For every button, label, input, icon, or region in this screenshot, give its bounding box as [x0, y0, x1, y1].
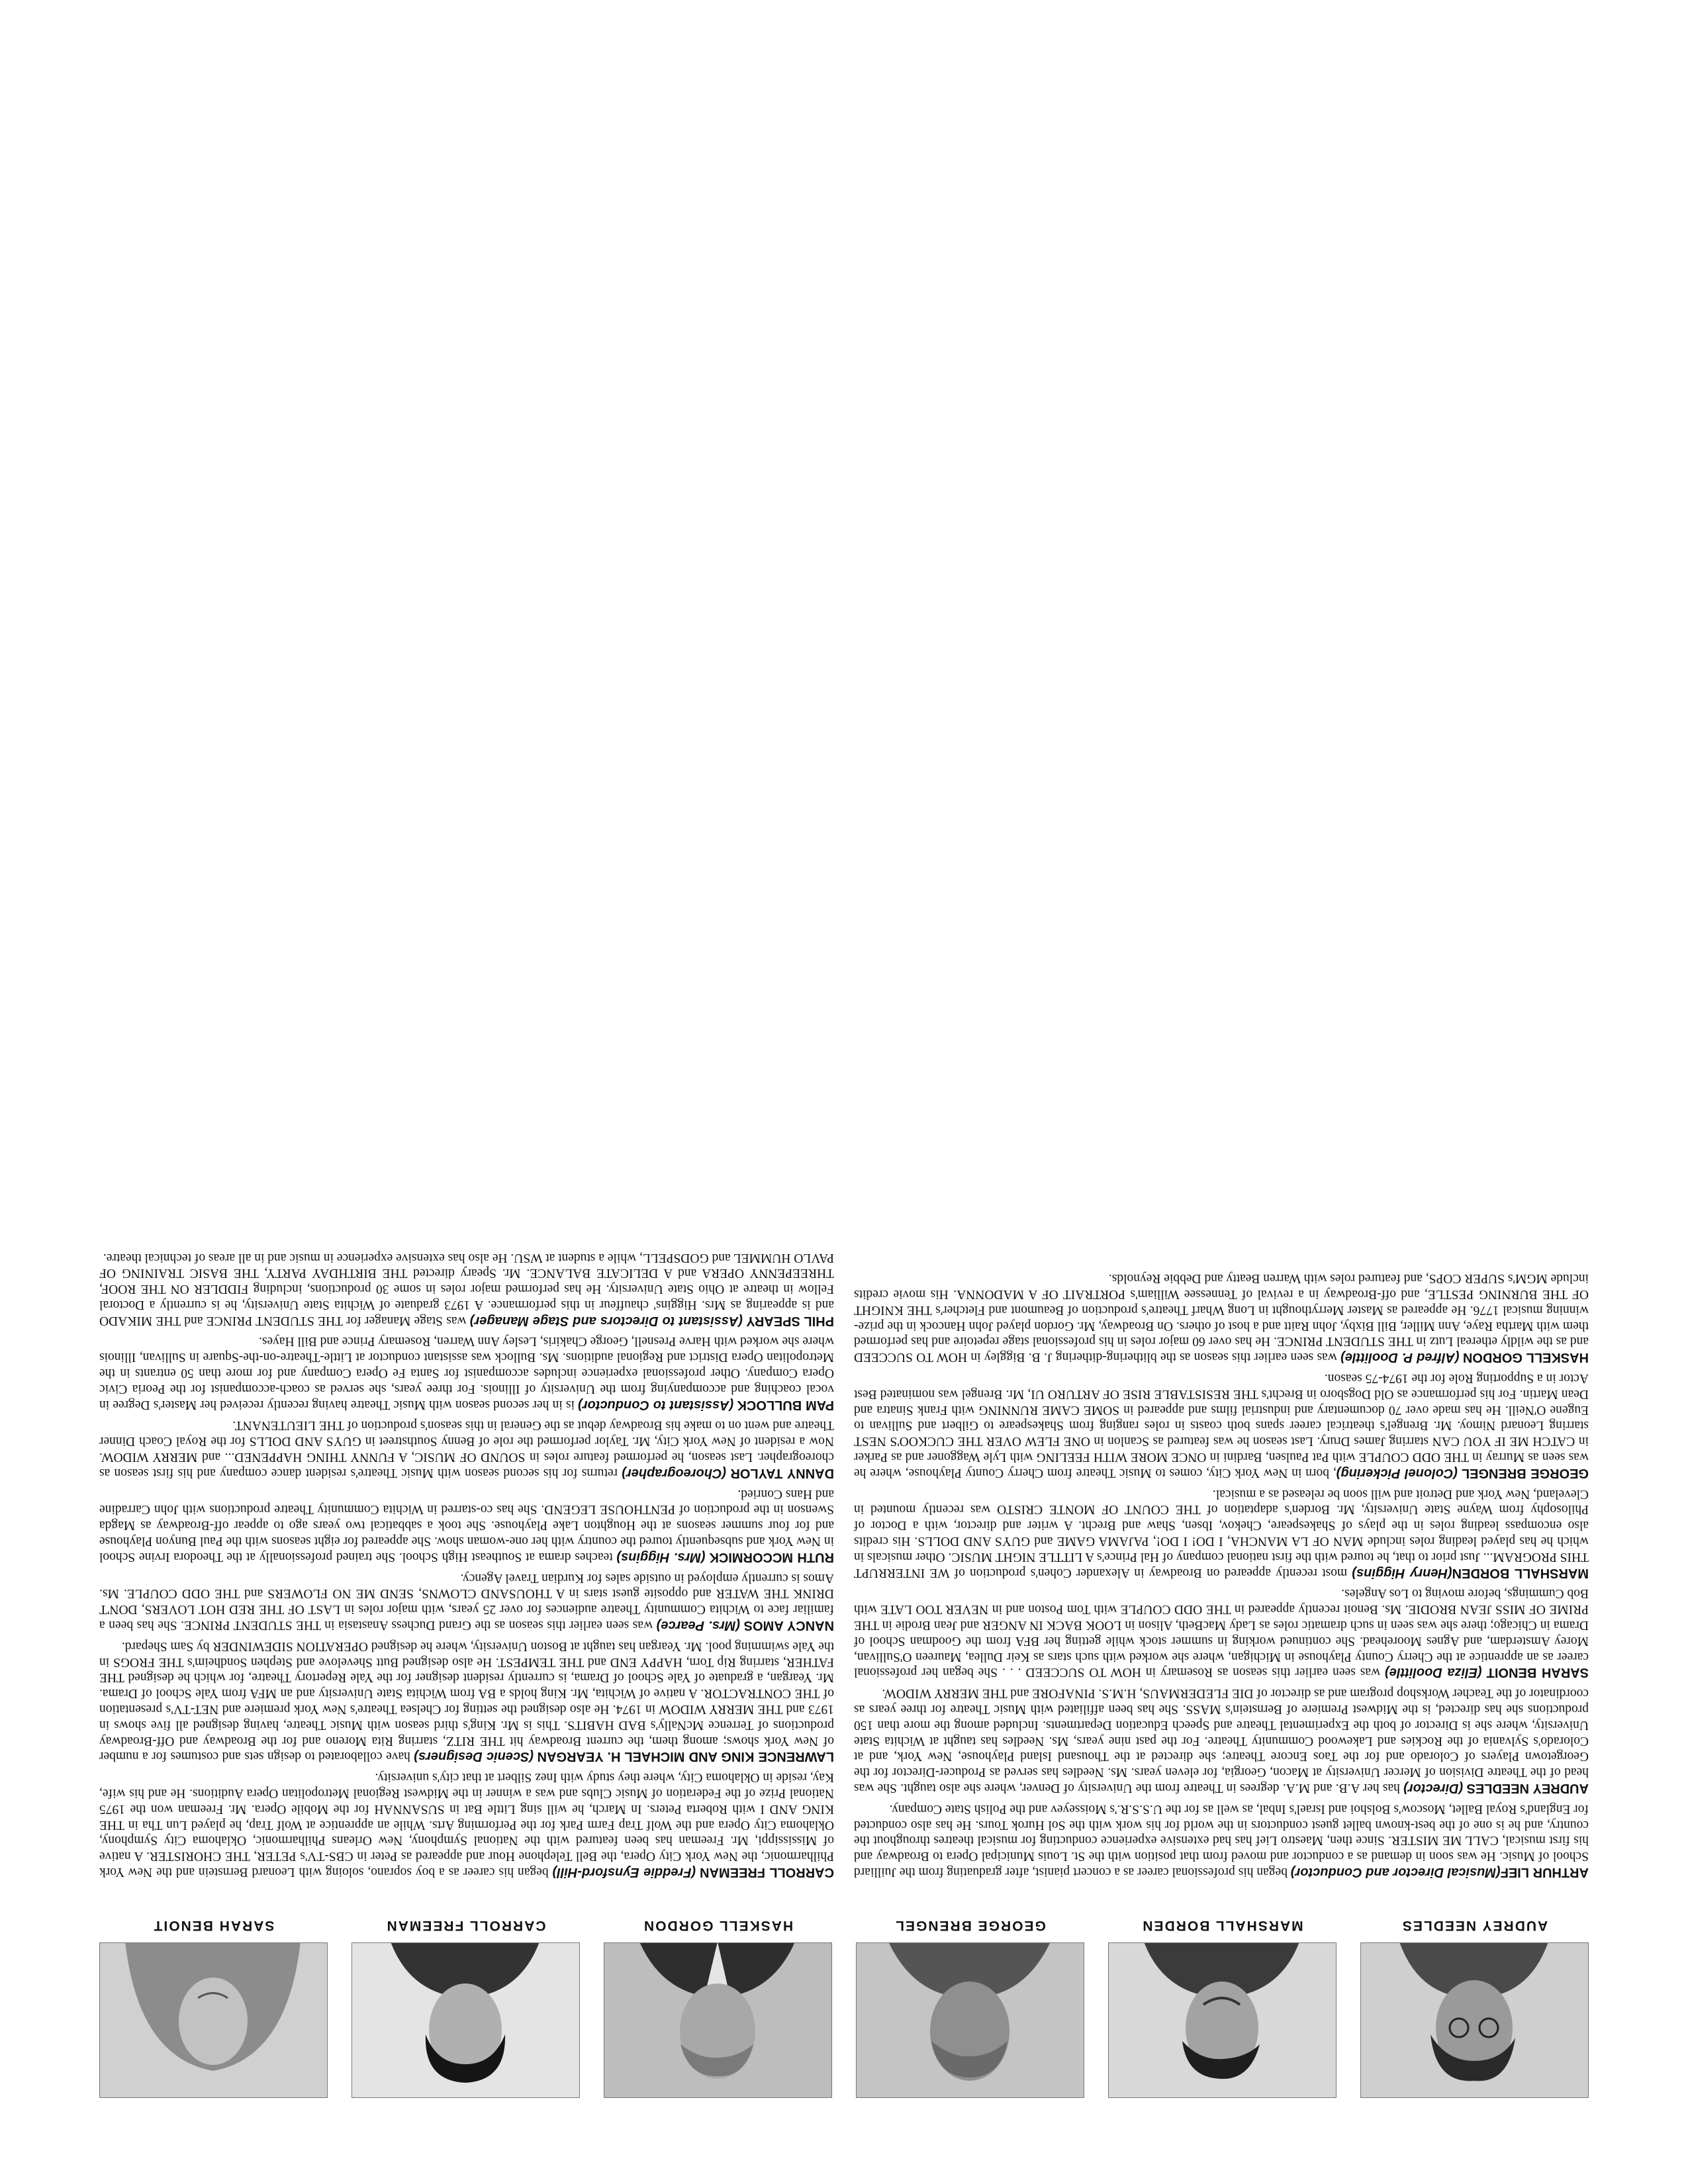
bio-role: (Scenic Designers)	[414, 1749, 534, 1764]
bio-name: PHIL SPEARY	[746, 1313, 834, 1328]
bio-name: GEORGE BRENGEL	[1461, 1465, 1589, 1480]
bio-text: began his professional career as a concert pianist, after graduating from the Juilliard School of Music. He was soon in demand as a conductor and moved from that position with the St. Louis Municipal Opera to Broadway and his first musical, CALL ME MISTER. Since then, Maestro Lief has had extensive experience conducting for musical theatres throughout the country, and he is one of the best-known ballet guest conductors in the world for his work with the Sol Hurok Tours. He has also conducted for England's Royal Ballet, Moscow's Bolshoi and Israel's Inbal, as well as for the U.S.S.R.'s Moisseyev and the Polish State Company.	[854, 1801, 1589, 1879]
bio-ruth-mccormick	[99, 1486, 834, 1565]
bio-text: teaches drama at Southeast High School. She trained professionally at the Theodora Irvine School in New York and subsequently toured the country with her one-woman show. She appeared for eight seasons with the Paul Bunyon Playhouse and for four summer seasons at the Houghton Lake Playhouse. She took a sabbatical two years ago to appear off-Broadway as Magda Swenson in the production of PENTHOUSE LEGEND. She has co-starred in Wichita Community Theatre productions with John Carradine and Hans Conried.	[99, 1486, 834, 1564]
bio-name: CARROLL FREEMAN	[700, 1865, 834, 1880]
bio-role: (Choreographer)	[622, 1465, 727, 1480]
bio-nancy-amos	[99, 1570, 834, 1633]
bio-sarah-benoit	[854, 1586, 1589, 1680]
photo-sarah-benoit	[99, 1906, 328, 2098]
bio-name: PAM BULLOCK	[737, 1397, 834, 1412]
bio-text: was seen earlier this season as the blithering-dithering J. B. Biggley in HOW TO SUCCEED and as the wildly ethereal Lutz in THE STUDENT PRINCE. He has over 60 major roles in his professional stage repetoire and has performed them with Martha Raye, Ann Miller, Bill Bixby, John Raitt and a host of others. On Broadway, Mr. Gordon played John Hancock in the prize-winning musical 1776. He appeared as Master Merrythought in Long Wharf Theatre's production of Beaumont and Fletcher's THE KNIGHT OF THE BURNING PESTLE, and off-Broadway in a revival of Tennessee William's PORTRAIT OF A MADONNA. His movie credits include MGM's SUPER COPS, and featured roles with Warren Beatty and Debbie Reynolds.	[854, 1271, 1589, 1365]
bio-text: was seen earlier this season as Rosemary in HOW TO SUCCEED . . . She began her professional career as an apprentice at the Cherry County Playhouse in Michigan, where she worked with such stars as Keir Dullea, Maureen O'Sullivan, Morey Amsterdam, and Agnes Moorehead. She continued working in summer stock while getting her BFA from the Goodman School of Drama in Chicago; there she was seen in such dramatic roles as Lady MacBeth, Alison in LOOK BACK IN ANGER and Jean Brodie in THE PRIME OF MISS JEAN BRODIE. Ms. Benoit recently appeared in THE ODD COUPLE with Tom Poston and in NEVER TOO LATE with Bob Cummings, before moving to Los Angeles.	[854, 1586, 1589, 1680]
photo-caption: MARSHALL BORDEN	[1141, 1918, 1303, 1933]
bio-text: was Stage Manager for THE STUDENT PRINCE and THE MIKADO and is appearing as Mrs. Higgins' chauffeur in this performance. A 1973 graduate of Wichita State University, he is currently a Doctoral Fellow in theatre at Ohio State University. He has performed major roles in some 30 productions, including FIDDLER ON THE ROOF, THREEPENNY OPERA and A DELICATE BALANCE. Mr. Speary directed THE BIRTHDAY PARTY, THE BASIC TRAINING OF PAVLO HUMMEL and GODSPELL, while a student at WSU. He also has extensive experience in music and in all areas of technical theatre.	[99, 1250, 834, 1328]
bio-role: (Mrs. Higgins)	[616, 1549, 706, 1565]
bio-name: DANNY TAYLOR	[730, 1465, 834, 1480]
bio-danny-taylor	[99, 1418, 834, 1480]
photo-caption: AUDREY NEEDLES	[1401, 1918, 1548, 1933]
photo-george-brengel	[856, 1906, 1084, 2098]
bio-name: RUTH MCCORMICK	[709, 1549, 834, 1565]
portrait-image	[1360, 1942, 1589, 2098]
portrait-image	[99, 1942, 328, 2098]
bio-role: (Director)	[1403, 1781, 1464, 1796]
bio-role: (Eliza Doolittle)	[1385, 1665, 1482, 1680]
bio-text: returns for his second season with Music Theatre's resident dance company and his first season as choreographer. Last season, he performed feature roles in SOUND OF MUSIC, A FUNNY THING HAPPENED... and MERRY WIDOW. Now a resident of New York City, Mr. Taylor performed the role of Benny Southstreet in GUYS AND DOLLS for the Royal Coach Dinner Theatre and went on to make his Broadway debut as the General in this season's production of THE LIEUTENANT.	[99, 1418, 834, 1480]
bio-carroll-freeman	[99, 1769, 834, 1880]
bio-name: LAWRENCE KING AND MICHAEL H. YEARGAN	[537, 1749, 834, 1764]
bio-name: ARTHUR LIEF	[1500, 1865, 1589, 1880]
bio-text: , born in New York City, comes to Music Theatre from Cherry County Playhouse, where he was seen as Murray in THE ODD COUPLE with Pat Paulsen, Bardini in ONCE MORE WITH FEELING with Lyle Waggoner and as Parker in CATCH ME IF YOU CAN starring James Drury. Last season he was featured as Scanlon in ONE FLEW OVER THE CUCKOO'S NEST starring Leonard Nimoy. Mr. Brengel's theatrical career spans both coasts in roles ranging from Shakespeare to Gilbert and Sullivan to Eugene O'Neill. He has made over 70 documentary and industrial films and appeared in SOME CAME RUNNING with Frank Sinatra and Dean Martin. For his performance as Old Dogsboro in Brecht's THE RESISTABLE RISE OF ARTURO UI, Mr. Brengel was nominated Best Actor in a Supporting Role for the 1974-75 season.	[853, 1371, 1589, 1480]
bio-column-right	[99, 1244, 834, 1880]
bio-role: (Assistant to Conductor)	[578, 1397, 734, 1412]
bio-george-brengel	[854, 1370, 1589, 1480]
photo-audrey-needles	[1360, 1906, 1589, 2098]
bio-role: (Alfred P. Doolittle)	[1340, 1350, 1460, 1365]
bio-marshall-borden	[854, 1486, 1589, 1580]
bio-name: SARAH BENOIT	[1486, 1665, 1589, 1680]
bio-text: began his career as a boy soprano, soloing with Leonard Bernstein and the New York Philharmonic, the New York City Opera, the Bell Telephone Hour and appeared as Peter in CBS-TV's PETER, THE CHORISTER. A native of Mississippi, Mr. Freeman has been featured with the National Symphony, New Orleans Philharmonic, Oklahoma City Symphony, Oklahoma City Opera and the Wolf Trap Farm Park for the Performing Arts. While an apprentice at Wolf Trap, he played Lun Tha in THE KING AND I with Roberta Peters. In March, he will sing Little Bat in SUSANNAH for the Mobile Opera. Mr. Freeman won the 1975 National Prize of the Federation of Music Clubs and was a winner in the Midwest Regional Metropolitan Opera Auditions. He and his wife, Kay, reside in Oklahoma City, where they study with Inez Silbert at that city's university.	[99, 1770, 834, 1879]
photo-caption: HASKELL GORDON	[642, 1918, 794, 1933]
photo-caption: CARROLL FREEMAN	[385, 1918, 546, 1933]
bio-role: (Mrs. Pearce)	[656, 1618, 741, 1633]
bio-name: NANCY AMOS	[743, 1618, 834, 1633]
photo-marshall-borden	[1108, 1906, 1336, 2098]
photo-caption: SARAH BENOIT	[152, 1918, 275, 1933]
bio-text: most recently appeared on Broadway in Alexander Cohen's production of WE INTERRUPT THIS PROGRAM... Just prior to that, he toured with the first national company of Hal Prince's A LITTLE NIGHT MUSIC. Other musicals in which he has played leading roles include MAN OF LA MANCHA, I DO! I DO!, PAJAMA GAME and GUYS AND DOLLS. His credits also encompass leading roles in the plays of Shakespeare, Chekov, Ibsen, Shaw and Brecht. A writer and director, with a Doctor of Philosophy from Wayne State University, Mr. Borden's adaptation of THE COUNT OF MONTE CRISTO was recently mounted in Cleveland, New York and Detroit and will soon be released as a musical.	[853, 1486, 1589, 1580]
bio-phil-speary	[99, 1250, 834, 1328]
bio-text: has her A.B. and M.A. degrees in Theatre from the University of Denver, where she also taught. She was head of the Theatre Division of Mercer University at Macon, Georgia, for eleven years. Ms. Needles has served as Producer-Director for the Georgetown Players of Colorado and for the Taos Encore Theatre; she directed at the Thousand Island Playhouse, New York, and at Colorado's Sylvania of the Rockies and Lakewood Community Theatre. For the past nine years, Ms. Needles has taught at Wichita State University, where she is Director of both the Experimental Theatre and Speech Education Departments. Included among the more than 150 productions she has directed, is the Midwest Premiere of Bernstein's MASS. She has been affiliated with Music Theatre for three years as coordinator of the Teacher Workshop program and as director of DIE FLEDERMAUS, H.M.S. PINAFORE and THE MERRY WIDOW.	[854, 1686, 1589, 1796]
bio-king-yeargan	[99, 1638, 834, 1764]
photo-haskell-gordon	[604, 1906, 832, 2098]
portrait-image	[856, 1942, 1084, 2098]
bio-column-left	[854, 1265, 1589, 1880]
portrait-image	[1108, 1942, 1336, 2098]
bio-audrey-needles	[854, 1685, 1589, 1796]
bio-name: HASKELL GORDON	[1462, 1350, 1589, 1365]
photo-caption: GEORGE BRENGEL	[894, 1918, 1046, 1933]
photo-carroll-freeman	[352, 1906, 580, 2098]
portrait-image	[352, 1942, 580, 2098]
bio-text: was seen earlier this season as the Grand Duchess Anastasia in THE STUDENT PRINCE. She has been a familiar face to Wichita Community Theatre audiences for over 25 years, with major roles in LAST OF THE RED HOT LOVERS, DON'T DRINK THE WATER and opposite guest stars in A THOUSAND CLOWNS, SEND ME NO FLOWERS and THE ODD COUPLE. Ms. Amos is currently employed in outside sales for Kurdian Travel Agency.	[99, 1570, 834, 1633]
bio-pam-bullock	[99, 1334, 834, 1412]
bio-arthur-lief	[854, 1801, 1589, 1880]
bio-role: (Assistant to Directors and Stage Manager)	[469, 1313, 743, 1328]
bio-role: (Freddie Eynsford-Hill)	[552, 1865, 696, 1880]
bio-text: is in her second season with Music Theatre having recently received her Master's Degree in vocal coaching and accompanying from the University of Illinois. For three years, she served as coach-accompanist for the Peoria Civic Opera Company. Other professional experience includes accompanist for Santa Fe Opera Company and for more than 50 entrants in the Metropolitan Opera District and Regional auditions. Ms. Bullock was assistant conductor at Little-Theatre-on-the-Square in Sullivan, Illinois where she worked with Harve Presnell, George Chakiris, Lesley Ann Warren, Rosemary Prince and Bill Hayes.	[99, 1334, 834, 1412]
bio-name: AUDREY NEEDLES	[1466, 1781, 1589, 1796]
bio-role: (Henry Higgins)	[1352, 1565, 1452, 1580]
portrait-image	[604, 1942, 832, 2098]
photo-row	[99, 1906, 1589, 2098]
bio-role: (Musical Director and Conductor)	[1290, 1865, 1501, 1880]
bio-name: MARSHALL BORDEN	[1452, 1565, 1589, 1580]
bio-haskell-gordon	[854, 1271, 1589, 1365]
bio-text: have collaborated to design sets and costumes for a number of New York shows; among them, the current Broadway hit THE RITZ, starring Rita Moreno and for the Broadway and Off-Broadway productions of Terrence McNally's BAD HABITS. This is Mr. King's third season with Music Theatre, having designed all five shows in 1973 and THE MERRY WIDOW in 1974. He also designed the setting for Chelsea Theatre's New York premiere and NET-TV's presentation of THE CONTRACTOR. A native of Wichita, Mr. King holds a BA from Wichita State University and an MFA from Yale School of Drama. Mr. Yeargan, a graduate of Yale School of Drama, is currently resident designer for the Yale Repertory Theatre, for which he designed THE FATHER, starring Rip Torn, HAPPY END and THE TEMPEST. He also designed Butt Shevelove and Stephen Sondheim's THE FROGS in the Yale swimming pool. Mr. Yeargan has taught at Boston University, where he designed OPERATION SIDEWINDER by Sam Shepard.	[99, 1639, 834, 1764]
bio-role: (Colonel Pickering)	[1336, 1465, 1458, 1480]
